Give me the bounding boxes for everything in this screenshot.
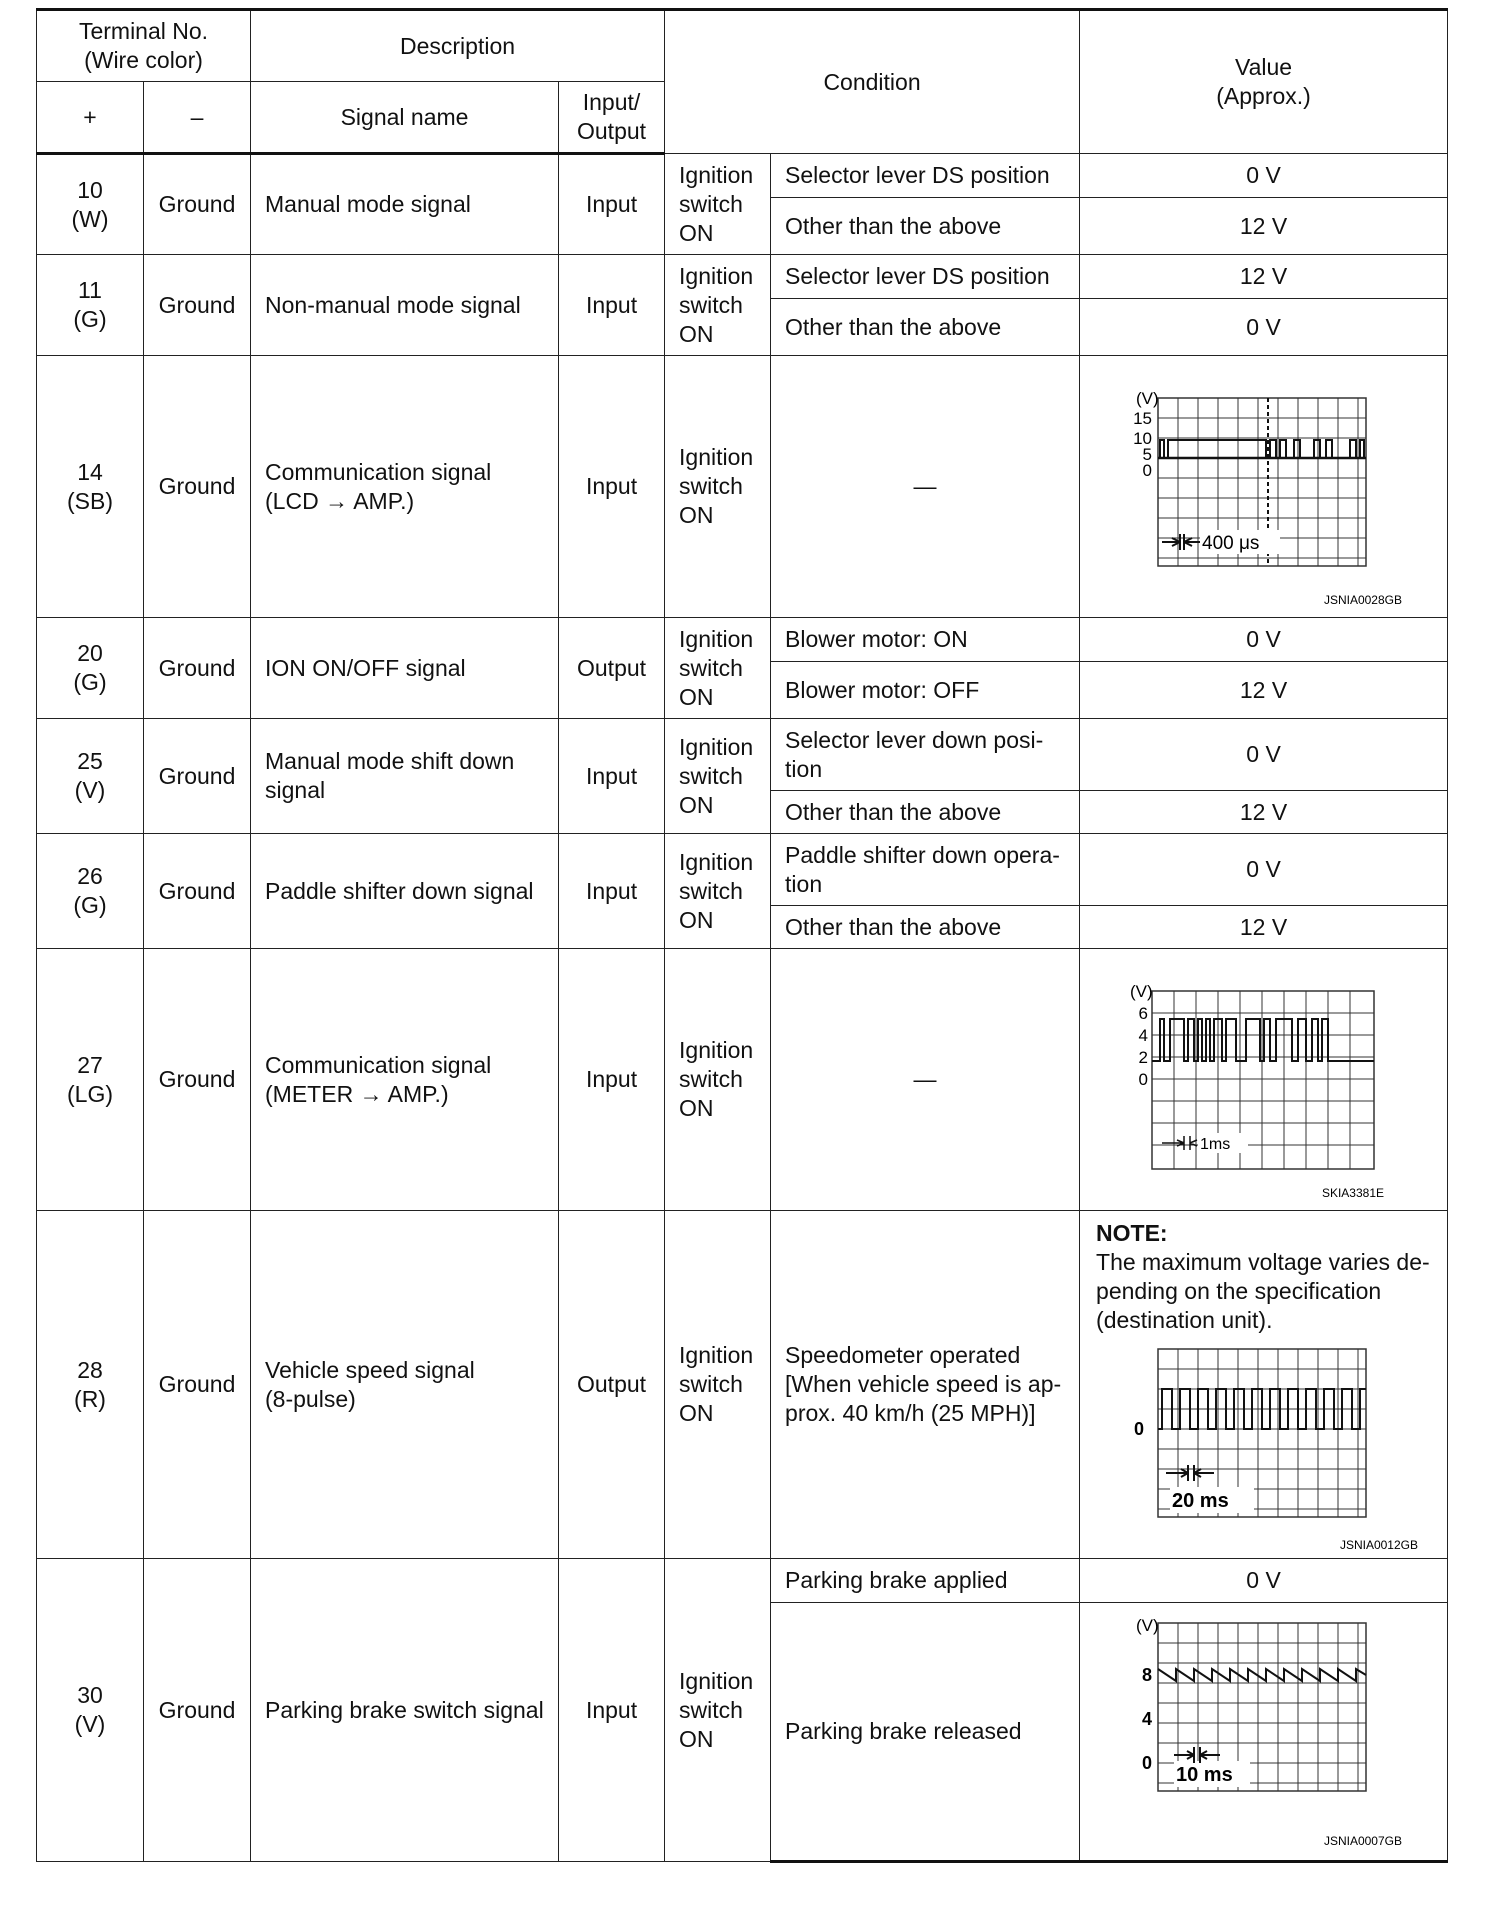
svg-text:0: 0 (1134, 1419, 1145, 1439)
ground-cell: Ground (144, 255, 251, 356)
svg-text:400 μs: 400 μs (1202, 532, 1260, 554)
condition-cell: Parking brake released (771, 1603, 1080, 1862)
io-cell: Input (559, 255, 665, 356)
svg-text:10 ms: 10 ms (1176, 1763, 1233, 1786)
ignition-cell: Ignition switch ON (665, 949, 771, 1211)
svg-text:(V): (V) (1130, 981, 1153, 1001)
condition-cell: Blower motor: ON (771, 618, 1080, 662)
svg-text:20 ms: 20 ms (1172, 1490, 1229, 1512)
note-text: NOTE: The maximum voltage varies de- pending on the specification (destination unit). (1096, 1220, 1430, 1333)
signal-name-cell: Non-manual mode signal (251, 255, 559, 356)
ignition-cell: Ignition switch ON (665, 1559, 771, 1862)
io-cell: Output (559, 1211, 665, 1559)
header-minus: – (144, 82, 251, 154)
io-cell: Output (559, 618, 665, 719)
svg-text:1ms: 1ms (1200, 1135, 1231, 1153)
header-value: Value (Approx.) (1080, 10, 1448, 154)
io-cell: Input (559, 154, 665, 255)
svg-text:15: 15 (1133, 408, 1153, 428)
signal-name-cell: Manual mode signal (251, 154, 559, 255)
header-description: Description (251, 10, 665, 82)
header-input-output: Input/ Output (559, 82, 665, 154)
value-cell: 0 V (1080, 618, 1448, 662)
ignition-cell: Ignition switch ON (665, 1211, 771, 1559)
value-cell: 12 V (1080, 662, 1448, 719)
condition-cell: Paddle shifter down opera- tion (771, 834, 1080, 906)
terminal-cell: 28 (R) (37, 1211, 144, 1559)
ignition-cell: Ignition switch ON (665, 356, 771, 618)
waveform-meter-amp (1080, 951, 1448, 1209)
signal-name-cell: Communication signal (LCD → AMP.) (251, 356, 559, 618)
condition-cell: Selector lever DS position (771, 154, 1080, 198)
value-cell: 12 V (1080, 906, 1448, 949)
svg-text:JSNIA0012GB: JSNIA0012GB (1339, 1538, 1419, 1552)
condition-cell: Other than the above (771, 791, 1080, 834)
value-cell: 0 V (1080, 1559, 1448, 1603)
ground-cell: Ground (144, 618, 251, 719)
terminal-cell: 11 (G) (37, 255, 144, 356)
signal-name-cell: Parking brake switch signal (251, 1559, 559, 1862)
ground-cell: Ground (144, 949, 251, 1211)
condition-cell: Blower motor: OFF (771, 662, 1080, 719)
terminal-cell: 27 (LG) (37, 949, 144, 1211)
value-cell: 12 V (1080, 791, 1448, 834)
waveform-vehicle-speed (1096, 1341, 1426, 1553)
svg-text:4: 4 (1142, 1708, 1153, 1729)
terminal-cell: 26 (G) (37, 834, 144, 949)
ground-cell: Ground (144, 1211, 251, 1559)
value-cell: 0 V (1080, 719, 1448, 791)
condition-cell: — (771, 949, 1080, 1211)
ground-cell: Ground (144, 1559, 251, 1862)
value-cell: 12 V (1080, 198, 1448, 255)
condition-cell: — (771, 356, 1080, 618)
svg-text:0: 0 (1142, 1752, 1153, 1773)
condition-cell: Other than the above (771, 906, 1080, 949)
svg-text:5: 5 (1142, 444, 1153, 464)
header-terminal-no: Terminal No. (Wire color) (37, 10, 251, 82)
ignition-cell: Ignition switch ON (665, 719, 771, 834)
io-cell: Input (559, 834, 665, 949)
signal-name-cell: Manual mode shift down signal (251, 719, 559, 834)
svg-text:8: 8 (1142, 1664, 1153, 1685)
svg-text:4: 4 (1138, 1025, 1149, 1045)
condition-cell: Parking brake applied (771, 1559, 1080, 1603)
svg-text:6: 6 (1138, 1003, 1149, 1023)
condition-cell: Other than the above (771, 198, 1080, 255)
waveform-cell (1080, 949, 1448, 1211)
signal-name-cell: Vehicle speed signal (8-pulse) (251, 1211, 559, 1559)
svg-text:SKIA3381E: SKIA3381E (1321, 1185, 1385, 1200)
io-cell: Input (559, 719, 665, 834)
svg-text:2: 2 (1138, 1047, 1149, 1067)
svg-text:0: 0 (1142, 460, 1153, 480)
value-cell: 12 V (1080, 255, 1448, 299)
ignition-cell: Ignition switch ON (665, 834, 771, 949)
header-plus: + (37, 82, 144, 154)
ground-cell: Ground (144, 719, 251, 834)
waveform-lcd-amp (1080, 358, 1448, 616)
condition-cell: Other than the above (771, 299, 1080, 356)
value-cell: 0 V (1080, 299, 1448, 356)
condition-cell: Selector lever down posi- tion (771, 719, 1080, 791)
signal-name-cell: Communication signal (METER → AMP.) (251, 949, 559, 1211)
svg-text:(V): (V) (1136, 1615, 1159, 1635)
value-cell: 0 V (1080, 154, 1448, 198)
terminal-spec-table (36, 8, 1448, 1863)
terminal-cell: 14 (SB) (37, 356, 144, 618)
svg-text:JSNIA0028GB: JSNIA0028GB (1323, 592, 1403, 607)
header-signal-name: Signal name (251, 82, 559, 154)
waveform-cell (1080, 356, 1448, 618)
note-waveform-cell (1080, 1211, 1448, 1559)
terminal-cell: 20 (G) (37, 618, 144, 719)
svg-text:10: 10 (1133, 428, 1153, 448)
terminal-cell: 25 (V) (37, 719, 144, 834)
io-cell: Input (559, 949, 665, 1211)
condition-cell: Selector lever DS position (771, 255, 1080, 299)
waveform-cell (1080, 1603, 1448, 1862)
ignition-cell: Ignition switch ON (665, 618, 771, 719)
signal-name-cell: ION ON/OFF signal (251, 618, 559, 719)
io-cell: Input (559, 1559, 665, 1862)
terminal-cell: 30 (V) (37, 1559, 144, 1862)
svg-text:(V): (V) (1136, 388, 1159, 408)
svg-text:0: 0 (1138, 1069, 1149, 1089)
terminal-cell: 10 (W) (37, 154, 144, 255)
header-condition: Condition (665, 10, 1080, 154)
io-cell: Input (559, 356, 665, 618)
ground-cell: Ground (144, 154, 251, 255)
svg-text:JSNIA0007GB: JSNIA0007GB (1323, 1833, 1403, 1848)
ground-cell: Ground (144, 356, 251, 618)
ignition-cell: Ignition switch ON (665, 154, 771, 255)
condition-cell: Speedometer operated [When vehicle speed is ap- prox. 40 km/h (25 MPH)] (771, 1211, 1080, 1559)
ignition-cell: Ignition switch ON (665, 255, 771, 356)
value-cell: 0 V (1080, 834, 1448, 906)
signal-name-cell: Paddle shifter down signal (251, 834, 559, 949)
ground-cell: Ground (144, 834, 251, 949)
waveform-parking-brake (1080, 1607, 1448, 1857)
